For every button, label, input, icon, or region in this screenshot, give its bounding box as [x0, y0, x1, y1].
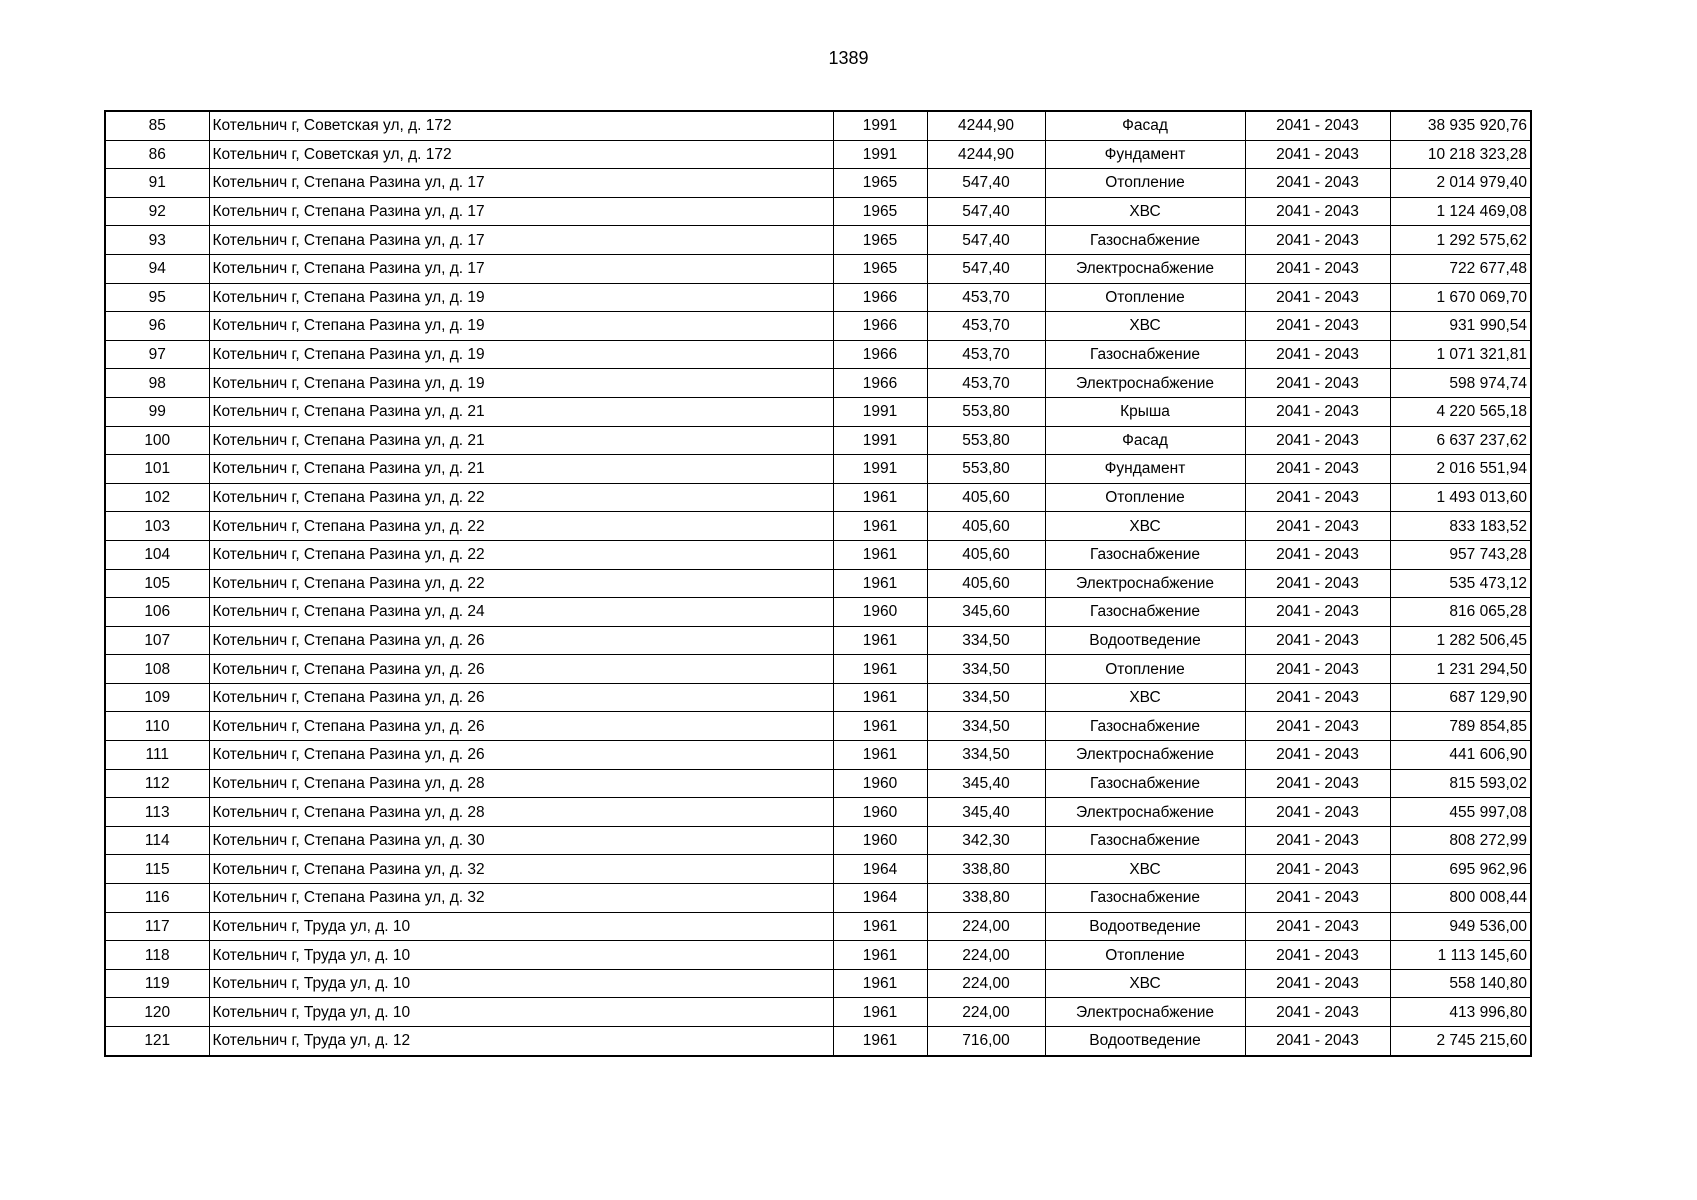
table-row — [105, 312, 1531, 341]
work-type-cell: Водоотведение — [1045, 626, 1245, 655]
year-built-cell: 1961 — [833, 483, 927, 512]
period-cell: 2041 - 2043 — [1245, 540, 1390, 569]
address-cell: Котельнич г, Степана Разина ул, д. 26 — [209, 741, 833, 770]
period-cell: 2041 - 2043 — [1245, 512, 1390, 541]
row-number: 114 — [105, 826, 209, 855]
address-cell: Котельнич г, Степана Разина ул, д. 21 — [209, 455, 833, 484]
table-row — [105, 683, 1531, 712]
cost-cell: 815 593,02 — [1390, 769, 1531, 798]
period-cell: 2041 - 2043 — [1245, 340, 1390, 369]
area-cell: 453,70 — [927, 283, 1045, 312]
address-cell: Котельнич г, Труда ул, д. 10 — [209, 912, 833, 941]
table-row — [105, 855, 1531, 884]
cost-cell: 1 113 145,60 — [1390, 941, 1531, 970]
row-number: 106 — [105, 598, 209, 627]
area-cell: 453,70 — [927, 340, 1045, 369]
address-cell: Котельнич г, Советская ул, д. 172 — [209, 111, 833, 140]
area-cell: 334,50 — [927, 626, 1045, 655]
row-number: 118 — [105, 941, 209, 970]
area-cell: 716,00 — [927, 1027, 1045, 1056]
period-cell: 2041 - 2043 — [1245, 455, 1390, 484]
cost-cell: 455 997,08 — [1390, 798, 1531, 827]
cost-cell: 2 016 551,94 — [1390, 455, 1531, 484]
work-type-cell: Газоснабжение — [1045, 340, 1245, 369]
cost-cell: 1 493 013,60 — [1390, 483, 1531, 512]
period-cell: 2041 - 2043 — [1245, 912, 1390, 941]
row-number: 97 — [105, 340, 209, 369]
cost-cell: 722 677,48 — [1390, 254, 1531, 283]
row-number: 101 — [105, 455, 209, 484]
row-number: 96 — [105, 312, 209, 341]
area-cell: 345,40 — [927, 769, 1045, 798]
work-type-cell: Электроснабжение — [1045, 741, 1245, 770]
work-type-cell: Отопление — [1045, 169, 1245, 198]
year-built-cell: 1966 — [833, 283, 927, 312]
area-cell: 4244,90 — [927, 111, 1045, 140]
area-cell: 345,40 — [927, 798, 1045, 827]
period-cell: 2041 - 2043 — [1245, 140, 1390, 169]
work-type-cell: ХВС — [1045, 312, 1245, 341]
row-number: 91 — [105, 169, 209, 198]
period-cell: 2041 - 2043 — [1245, 369, 1390, 398]
cost-cell: 1 670 069,70 — [1390, 283, 1531, 312]
row-number: 98 — [105, 369, 209, 398]
table-row — [105, 569, 1531, 598]
work-type-cell: Электроснабжение — [1045, 798, 1245, 827]
area-cell: 547,40 — [927, 197, 1045, 226]
cost-cell: 695 962,96 — [1390, 855, 1531, 884]
table-row — [105, 111, 1531, 140]
work-type-cell: Электроснабжение — [1045, 998, 1245, 1027]
work-type-cell: Отопление — [1045, 483, 1245, 512]
work-type-cell: Отопление — [1045, 941, 1245, 970]
period-cell: 2041 - 2043 — [1245, 226, 1390, 255]
area-cell: 547,40 — [927, 254, 1045, 283]
year-built-cell: 1961 — [833, 626, 927, 655]
work-type-cell: ХВС — [1045, 197, 1245, 226]
row-number: 105 — [105, 569, 209, 598]
table-row — [105, 512, 1531, 541]
address-cell: Котельнич г, Степана Разина ул, д. 19 — [209, 312, 833, 341]
cost-cell: 1 231 294,50 — [1390, 655, 1531, 684]
work-type-cell: ХВС — [1045, 855, 1245, 884]
period-cell: 2041 - 2043 — [1245, 626, 1390, 655]
period-cell: 2041 - 2043 — [1245, 941, 1390, 970]
area-cell: 338,80 — [927, 855, 1045, 884]
area-cell: 334,50 — [927, 712, 1045, 741]
address-cell: Котельнич г, Степана Разина ул, д. 17 — [209, 197, 833, 226]
year-built-cell: 1960 — [833, 598, 927, 627]
year-built-cell: 1965 — [833, 226, 927, 255]
work-type-cell: Фасад — [1045, 111, 1245, 140]
period-cell: 2041 - 2043 — [1245, 197, 1390, 226]
address-cell: Котельнич г, Степана Разина ул, д. 28 — [209, 769, 833, 798]
table-row — [105, 455, 1531, 484]
cost-cell: 441 606,90 — [1390, 741, 1531, 770]
work-type-cell: Электроснабжение — [1045, 369, 1245, 398]
area-cell: 345,60 — [927, 598, 1045, 627]
period-cell: 2041 - 2043 — [1245, 426, 1390, 455]
work-type-cell: Газоснабжение — [1045, 884, 1245, 913]
work-type-cell: Газоснабжение — [1045, 226, 1245, 255]
area-cell: 224,00 — [927, 969, 1045, 998]
table-row — [105, 140, 1531, 169]
year-built-cell: 1961 — [833, 998, 927, 1027]
address-cell: Котельнич г, Степана Разина ул, д. 21 — [209, 397, 833, 426]
table-row — [105, 712, 1531, 741]
address-cell: Котельнич г, Степана Разина ул, д. 21 — [209, 426, 833, 455]
row-number: 115 — [105, 855, 209, 884]
period-cell: 2041 - 2043 — [1245, 826, 1390, 855]
row-number: 94 — [105, 254, 209, 283]
cost-cell: 931 990,54 — [1390, 312, 1531, 341]
address-cell: Котельнич г, Труда ул, д. 10 — [209, 998, 833, 1027]
area-cell: 342,30 — [927, 826, 1045, 855]
address-cell: Котельнич г, Степана Разина ул, д. 22 — [209, 483, 833, 512]
period-cell: 2041 - 2043 — [1245, 855, 1390, 884]
cost-cell: 833 183,52 — [1390, 512, 1531, 541]
table-row — [105, 626, 1531, 655]
row-number: 102 — [105, 483, 209, 512]
row-number: 95 — [105, 283, 209, 312]
table-row — [105, 397, 1531, 426]
cost-cell: 413 996,80 — [1390, 998, 1531, 1027]
address-cell: Котельнич г, Степана Разина ул, д. 32 — [209, 855, 833, 884]
cost-cell: 1 071 321,81 — [1390, 340, 1531, 369]
address-cell: Котельнич г, Степана Разина ул, д. 22 — [209, 569, 833, 598]
area-cell: 224,00 — [927, 998, 1045, 1027]
cost-cell: 2 014 979,40 — [1390, 169, 1531, 198]
year-built-cell: 1965 — [833, 254, 927, 283]
table-row — [105, 912, 1531, 941]
area-cell: 224,00 — [927, 912, 1045, 941]
year-built-cell: 1961 — [833, 941, 927, 970]
period-cell: 2041 - 2043 — [1245, 283, 1390, 312]
row-number: 109 — [105, 683, 209, 712]
period-cell: 2041 - 2043 — [1245, 969, 1390, 998]
cost-cell: 800 008,44 — [1390, 884, 1531, 913]
work-type-cell: Водоотведение — [1045, 1027, 1245, 1056]
work-type-cell: Электроснабжение — [1045, 569, 1245, 598]
address-cell: Котельнич г, Советская ул, д. 172 — [209, 140, 833, 169]
cost-cell: 38 935 920,76 — [1390, 111, 1531, 140]
year-built-cell: 1960 — [833, 769, 927, 798]
row-number: 116 — [105, 884, 209, 913]
table-row — [105, 998, 1531, 1027]
address-cell: Котельнич г, Степана Разина ул, д. 26 — [209, 712, 833, 741]
area-cell: 4244,90 — [927, 140, 1045, 169]
period-cell: 2041 - 2043 — [1245, 769, 1390, 798]
area-cell: 453,70 — [927, 369, 1045, 398]
area-cell: 405,60 — [927, 512, 1045, 541]
work-type-cell: Отопление — [1045, 283, 1245, 312]
cost-cell: 1 292 575,62 — [1390, 226, 1531, 255]
table-row — [105, 226, 1531, 255]
table-row — [105, 540, 1531, 569]
work-type-cell: Отопление — [1045, 655, 1245, 684]
row-number: 117 — [105, 912, 209, 941]
year-built-cell: 1991 — [833, 426, 927, 455]
area-cell: 405,60 — [927, 483, 1045, 512]
table-row — [105, 598, 1531, 627]
cost-cell: 1 124 469,08 — [1390, 197, 1531, 226]
area-cell: 405,60 — [927, 569, 1045, 598]
year-built-cell: 1961 — [833, 912, 927, 941]
period-cell: 2041 - 2043 — [1245, 884, 1390, 913]
area-cell: 553,80 — [927, 397, 1045, 426]
row-number: 103 — [105, 512, 209, 541]
row-number: 112 — [105, 769, 209, 798]
row-number: 113 — [105, 798, 209, 827]
area-cell: 453,70 — [927, 312, 1045, 341]
page-number: 1389 — [828, 48, 869, 68]
period-cell: 2041 - 2043 — [1245, 741, 1390, 770]
row-number: 104 — [105, 540, 209, 569]
year-built-cell: 1966 — [833, 312, 927, 341]
year-built-cell: 1991 — [833, 111, 927, 140]
row-number: 92 — [105, 197, 209, 226]
address-cell: Котельнич г, Степана Разина ул, д. 17 — [209, 226, 833, 255]
row-number: 107 — [105, 626, 209, 655]
period-cell: 2041 - 2043 — [1245, 569, 1390, 598]
period-cell: 2041 - 2043 — [1245, 312, 1390, 341]
address-cell: Котельнич г, Степана Разина ул, д. 26 — [209, 626, 833, 655]
year-built-cell: 1961 — [833, 741, 927, 770]
address-cell: Котельнич г, Степана Разина ул, д. 17 — [209, 169, 833, 198]
year-built-cell: 1961 — [833, 569, 927, 598]
work-type-cell: Крыша — [1045, 397, 1245, 426]
table-row — [105, 798, 1531, 827]
cost-cell: 789 854,85 — [1390, 712, 1531, 741]
address-cell: Котельнич г, Труда ул, д. 10 — [209, 941, 833, 970]
row-number: 100 — [105, 426, 209, 455]
year-built-cell: 1961 — [833, 540, 927, 569]
cost-cell: 598 974,74 — [1390, 369, 1531, 398]
year-built-cell: 1964 — [833, 855, 927, 884]
table-row — [105, 969, 1531, 998]
row-number: 85 — [105, 111, 209, 140]
work-type-cell: Газоснабжение — [1045, 826, 1245, 855]
work-type-cell: Электроснабжение — [1045, 254, 1245, 283]
row-number: 99 — [105, 397, 209, 426]
address-cell: Котельнич г, Степана Разина ул, д. 17 — [209, 254, 833, 283]
address-cell: Котельнич г, Степана Разина ул, д. 19 — [209, 340, 833, 369]
period-cell: 2041 - 2043 — [1245, 655, 1390, 684]
year-built-cell: 1991 — [833, 397, 927, 426]
area-cell: 334,50 — [927, 683, 1045, 712]
table-row — [105, 254, 1531, 283]
table-row — [105, 826, 1531, 855]
table-row — [105, 1027, 1531, 1056]
area-cell: 547,40 — [927, 226, 1045, 255]
period-cell: 2041 - 2043 — [1245, 111, 1390, 140]
year-built-cell: 1961 — [833, 712, 927, 741]
year-built-cell: 1961 — [833, 655, 927, 684]
year-built-cell: 1961 — [833, 969, 927, 998]
year-built-cell: 1961 — [833, 1027, 927, 1056]
period-cell: 2041 - 2043 — [1245, 798, 1390, 827]
cost-cell: 2 745 215,60 — [1390, 1027, 1531, 1056]
period-cell: 2041 - 2043 — [1245, 254, 1390, 283]
period-cell: 2041 - 2043 — [1245, 483, 1390, 512]
area-cell: 553,80 — [927, 455, 1045, 484]
table-row — [105, 283, 1531, 312]
cost-cell: 535 473,12 — [1390, 569, 1531, 598]
cost-cell: 10 218 323,28 — [1390, 140, 1531, 169]
row-number: 111 — [105, 741, 209, 770]
work-type-cell: Фундамент — [1045, 140, 1245, 169]
table-row — [105, 741, 1531, 770]
year-built-cell: 1965 — [833, 197, 927, 226]
work-type-cell: Фасад — [1045, 426, 1245, 455]
year-built-cell: 1966 — [833, 340, 927, 369]
address-cell: Котельнич г, Степана Разина ул, д. 26 — [209, 655, 833, 684]
area-cell: 334,50 — [927, 741, 1045, 770]
registry-table — [104, 110, 1532, 1057]
period-cell: 2041 - 2043 — [1245, 998, 1390, 1027]
year-built-cell: 1964 — [833, 884, 927, 913]
address-cell: Котельнич г, Степана Разина ул, д. 24 — [209, 598, 833, 627]
work-type-cell: Фундамент — [1045, 455, 1245, 484]
cost-cell: 957 743,28 — [1390, 540, 1531, 569]
table-row — [105, 655, 1531, 684]
row-number: 86 — [105, 140, 209, 169]
period-cell: 2041 - 2043 — [1245, 712, 1390, 741]
work-type-cell: ХВС — [1045, 512, 1245, 541]
area-cell: 547,40 — [927, 169, 1045, 198]
area-cell: 338,80 — [927, 884, 1045, 913]
table-row — [105, 483, 1531, 512]
work-type-cell: Водоотведение — [1045, 912, 1245, 941]
table-row — [105, 941, 1531, 970]
area-cell: 224,00 — [927, 941, 1045, 970]
year-built-cell: 1991 — [833, 455, 927, 484]
cost-cell: 6 637 237,62 — [1390, 426, 1531, 455]
row-number: 119 — [105, 969, 209, 998]
period-cell: 2041 - 2043 — [1245, 598, 1390, 627]
address-cell: Котельнич г, Степана Разина ул, д. 30 — [209, 826, 833, 855]
work-type-cell: ХВС — [1045, 683, 1245, 712]
address-cell: Котельнич г, Степана Разина ул, д. 28 — [209, 798, 833, 827]
address-cell: Котельнич г, Степана Разина ул, д. 19 — [209, 369, 833, 398]
row-number: 93 — [105, 226, 209, 255]
row-number: 121 — [105, 1027, 209, 1056]
address-cell: Котельнич г, Степана Разина ул, д. 26 — [209, 683, 833, 712]
period-cell: 2041 - 2043 — [1245, 683, 1390, 712]
area-cell: 553,80 — [927, 426, 1045, 455]
work-type-cell: Газоснабжение — [1045, 598, 1245, 627]
row-number: 120 — [105, 998, 209, 1027]
registry-table-body — [105, 111, 1531, 1056]
address-cell: Котельнич г, Степана Разина ул, д. 19 — [209, 283, 833, 312]
work-type-cell: Газоснабжение — [1045, 712, 1245, 741]
address-cell: Котельнич г, Степана Разина ул, д. 32 — [209, 884, 833, 913]
cost-cell: 558 140,80 — [1390, 969, 1531, 998]
table-row — [105, 369, 1531, 398]
row-number: 108 — [105, 655, 209, 684]
year-built-cell: 1966 — [833, 369, 927, 398]
row-number: 110 — [105, 712, 209, 741]
area-cell: 405,60 — [927, 540, 1045, 569]
cost-cell: 4 220 565,18 — [1390, 397, 1531, 426]
address-cell: Котельнич г, Труда ул, д. 12 — [209, 1027, 833, 1056]
year-built-cell: 1965 — [833, 169, 927, 198]
table-row — [105, 340, 1531, 369]
area-cell: 334,50 — [927, 655, 1045, 684]
year-built-cell: 1961 — [833, 683, 927, 712]
table-row — [105, 769, 1531, 798]
address-cell: Котельнич г, Труда ул, д. 10 — [209, 969, 833, 998]
period-cell: 2041 - 2043 — [1245, 1027, 1390, 1056]
cost-cell: 816 065,28 — [1390, 598, 1531, 627]
year-built-cell: 1991 — [833, 140, 927, 169]
period-cell: 2041 - 2043 — [1245, 397, 1390, 426]
cost-cell: 1 282 506,45 — [1390, 626, 1531, 655]
address-cell: Котельнич г, Степана Разина ул, д. 22 — [209, 512, 833, 541]
cost-cell: 949 536,00 — [1390, 912, 1531, 941]
work-type-cell: Газоснабжение — [1045, 540, 1245, 569]
cost-cell: 687 129,90 — [1390, 683, 1531, 712]
work-type-cell: Газоснабжение — [1045, 769, 1245, 798]
cost-cell: 808 272,99 — [1390, 826, 1531, 855]
year-built-cell: 1960 — [833, 798, 927, 827]
table-row — [105, 884, 1531, 913]
year-built-cell: 1961 — [833, 512, 927, 541]
period-cell: 2041 - 2043 — [1245, 169, 1390, 198]
year-built-cell: 1960 — [833, 826, 927, 855]
work-type-cell: ХВС — [1045, 969, 1245, 998]
address-cell: Котельнич г, Степана Разина ул, д. 22 — [209, 540, 833, 569]
table-row — [105, 426, 1531, 455]
table-row — [105, 197, 1531, 226]
table-row — [105, 169, 1531, 198]
